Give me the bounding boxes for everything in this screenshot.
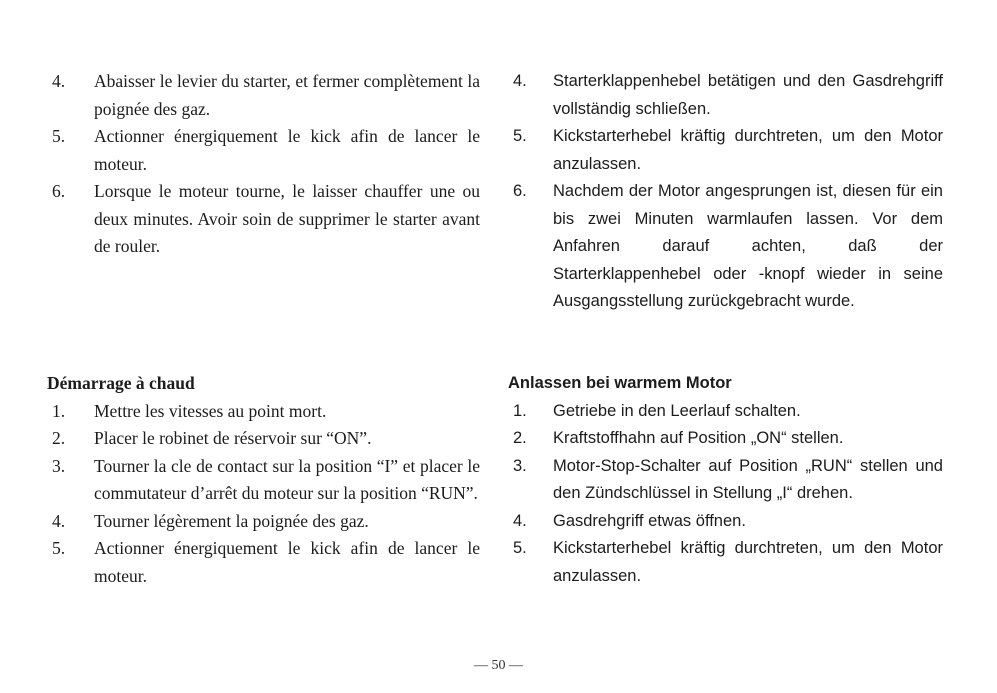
list-item: 3. Motor-Stop-Schalter auf Position „RUN“ stellen und den Zündschlüssel in Stellung „I“ drehen. [513,456,943,502]
section-heading: Anlassen bei warmem Motor [508,374,732,392]
list-item: 5. Kickstarterhebel kräftig durchtreten, um den Motor anzulassen. [513,539,943,585]
list-item: 5. Kickstarterhebel kräftig durchtreten, um den Motor anzulassen. [513,127,943,173]
list-item: 2. Placer le robinet de réservoir sur “ON”. [52,428,372,448]
list-item: 6. Nachdem der Motor angesprungen ist, diesen für ein bis zwei Minuten warmlaufen lassen. Vor dem Anfahren darauf achten, daß der Starterklappenhebel oder -knopf wieder in seine Ausgangsstellung zurückgebracht wurde. [513,182,943,310]
list-item: 4. Starterklappenhebel betätigen und den Gasdrehgriff vollständig schließen. [513,72,943,118]
list-item: 5. Actionner énergiquement le kick afin de lancer le moteur. [52,538,480,586]
german-starting-steps [513,68,943,316]
list-item: 1. Mettre les vitesses au point mort. [52,400,327,421]
section-heading: Démarrage à chaud [47,373,195,393]
page-number: — 50 — [474,658,523,673]
list-item: 4. Abaisser le levier du starter, et fermer complètement la poignée des gaz. [52,71,480,119]
french-warm-start-section [47,370,480,590]
list-item: 1. Getriebe in den Leerlauf schalten. [513,401,801,420]
list-item: 2. Kraftstoffhahn auf Position „ON“ stellen. [513,429,844,447]
french-starting-steps [52,68,480,261]
list-item: 3. Tourner la cle de contact sur la position “I” et placer le commutateur d’arrêt du moteur sur la position “RUN”. [52,455,480,503]
german-warm-start-section [508,370,943,590]
list-item: 4. Tourner légèrement la poignée des gaz. [52,510,369,531]
list-item: 6. Lorsque le moteur tourne, le laisser chauffer une ou deux minutes. Avoir soin de supprimer le starter avant de rouler. [52,181,480,256]
list-item: 4. Gasdrehgriff etwas öffnen. [513,511,746,530]
list-item: 5. Actionner énergiquement le kick afin de lancer le moteur. [52,126,480,174]
